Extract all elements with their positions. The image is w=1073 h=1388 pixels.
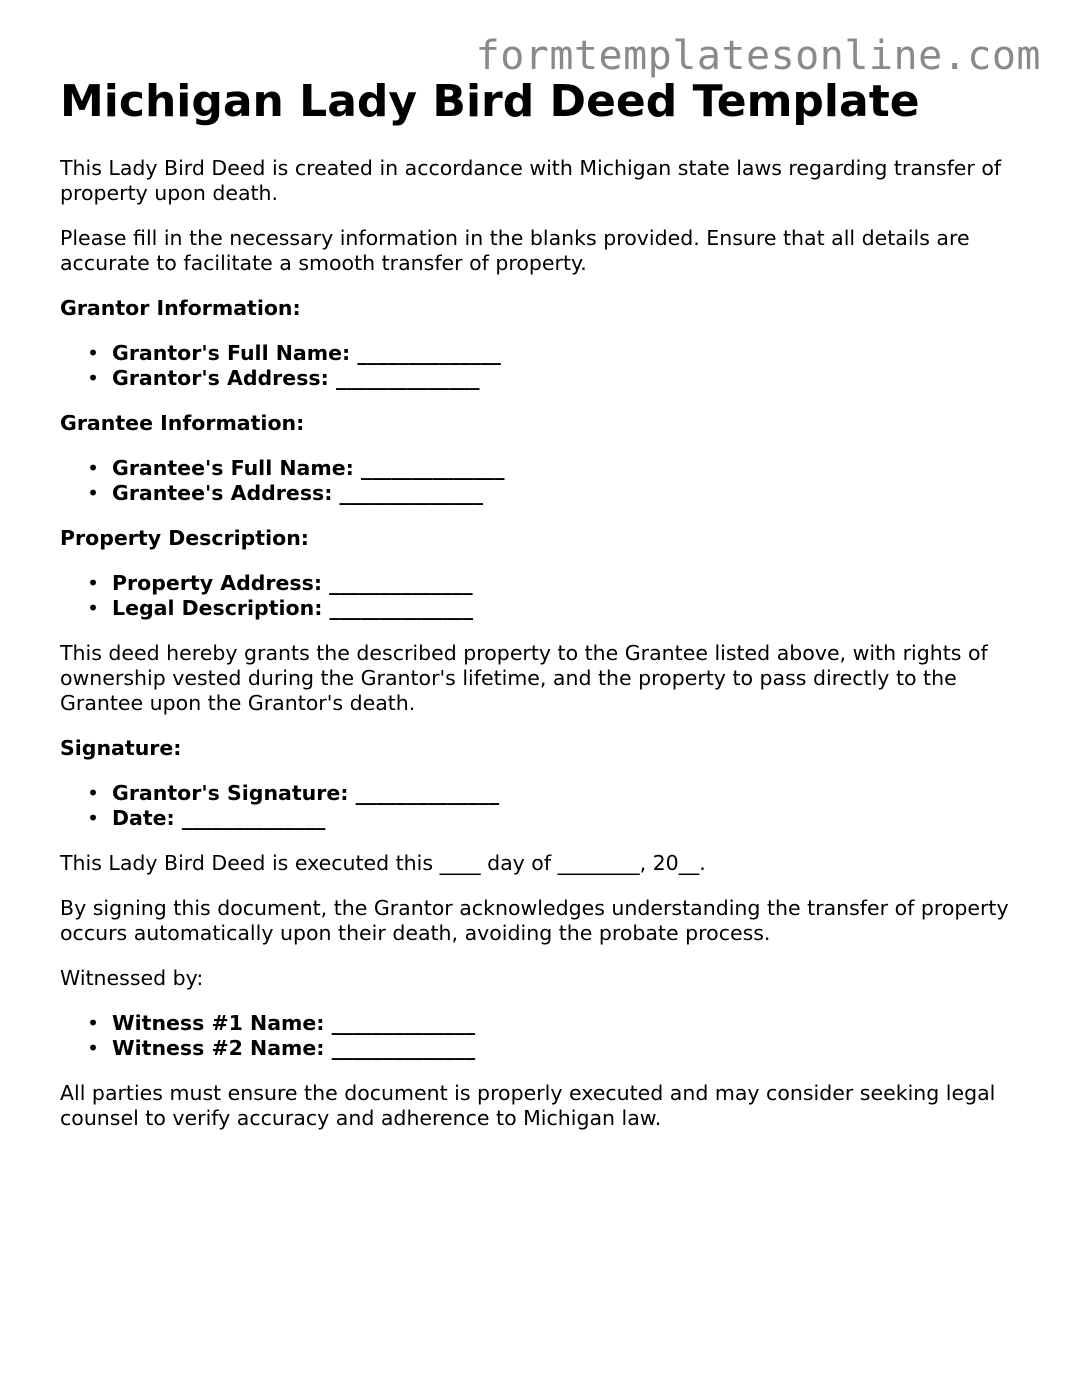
grantee-heading: Grantee Information: <box>60 411 305 435</box>
witness-2-name-field: Witness #2 Name: ______________ <box>112 1036 476 1060</box>
signature-heading: Signature: <box>60 736 182 760</box>
bullet-icon: • <box>87 596 100 620</box>
bullet-icon: • <box>87 366 100 390</box>
bullet-icon: • <box>87 481 100 505</box>
bullet-icon: • <box>87 571 100 595</box>
list-item <box>87 1011 1030 1036</box>
bullet-icon: • <box>87 341 100 365</box>
closing-paragraph: All parties must ensure the document is properly executed and may consider seeking legal counsel to verify accuracy and adherence to Michigan law. <box>60 1081 996 1130</box>
grantor-list <box>60 341 1030 391</box>
signature-list <box>60 781 1030 831</box>
legal-description-field: Legal Description: ______________ <box>112 596 474 620</box>
bullet-icon: • <box>87 806 100 830</box>
list-item <box>87 596 1030 621</box>
list-item <box>87 366 1030 391</box>
intro-paragraph-1: This Lady Bird Deed is created in accordance with Michigan state laws regarding transfer of property upon death. <box>60 156 1002 205</box>
document-body <box>60 76 1030 1151</box>
list-item <box>87 571 1030 596</box>
bullet-icon: • <box>87 1036 100 1060</box>
acknowledge-paragraph: By signing this document, the Grantor acknowledges understanding the transfer of property occurs automatically upon their death, avoiding the probate process. <box>60 896 1009 945</box>
property-heading: Property Description: <box>60 526 309 550</box>
list-item <box>87 806 1030 831</box>
grant-paragraph: This deed hereby grants the described property to the Grantee listed above, with rights of ownership vested during the Grantor's lifetime, and the property to pass directly to the Grantee upon the Grantor's death. <box>60 641 988 715</box>
witness-1-name-field: Witness #1 Name: ______________ <box>112 1011 476 1035</box>
date-field: Date: ______________ <box>112 806 326 830</box>
intro-paragraph-2: Please fill in the necessary information in the blanks provided. Ensure that all details are accurate to facilitate a smooth transfer of property. <box>60 226 970 275</box>
grantor-full-name-field: Grantor's Full Name: ______________ <box>112 341 501 365</box>
witness-list <box>60 1011 1030 1061</box>
bullet-icon: • <box>87 1011 100 1035</box>
bullet-icon: • <box>87 456 100 480</box>
page-title: Michigan Lady Bird Deed Template <box>60 76 920 127</box>
grantor-heading: Grantor Information: <box>60 296 301 320</box>
property-list <box>60 571 1030 621</box>
grantee-list <box>60 456 1030 506</box>
executed-paragraph: This Lady Bird Deed is executed this ____ day of ________, 20__. <box>60 851 706 875</box>
bullet-icon: • <box>87 781 100 805</box>
property-address-field: Property Address: ______________ <box>112 571 473 595</box>
grantor-signature-field: Grantor's Signature: ______________ <box>112 781 500 805</box>
list-item <box>87 456 1030 481</box>
grantor-address-field: Grantor's Address: ______________ <box>112 366 480 390</box>
watermark: formtemplatesonline.com <box>475 33 1041 79</box>
witness-heading: Witnessed by: <box>60 966 204 990</box>
list-item <box>87 481 1030 506</box>
grantee-full-name-field: Grantee's Full Name: ______________ <box>112 456 505 480</box>
list-item <box>87 341 1030 366</box>
list-item <box>87 1036 1030 1061</box>
grantee-address-field: Grantee's Address: ______________ <box>112 481 484 505</box>
list-item <box>87 781 1030 806</box>
